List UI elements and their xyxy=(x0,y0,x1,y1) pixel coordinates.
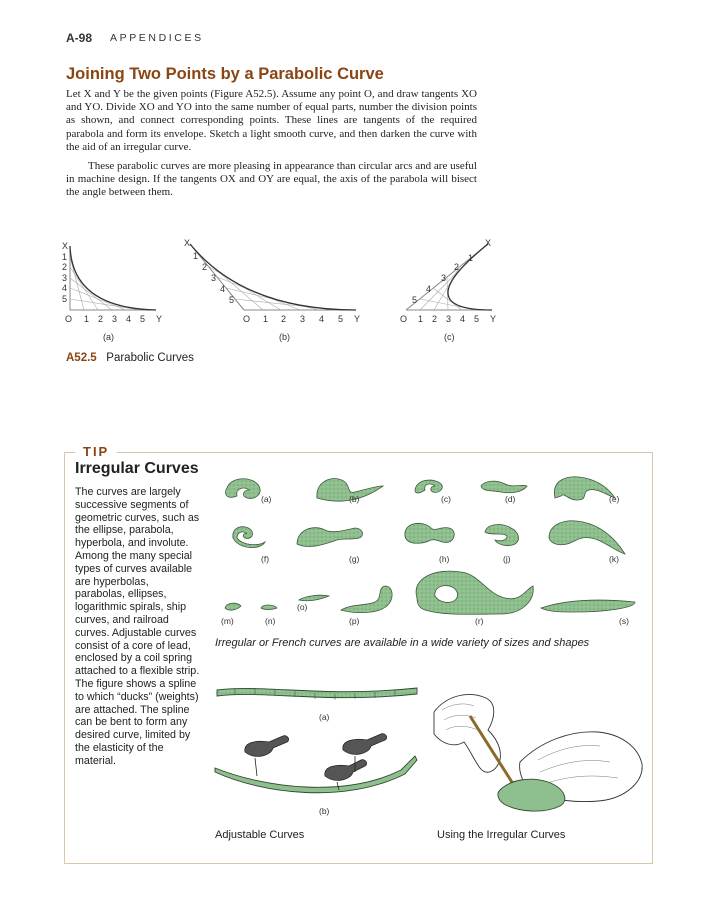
division-4: 4 xyxy=(126,314,132,324)
diagram-c xyxy=(400,238,496,342)
division-5: 5 xyxy=(140,314,146,324)
french-curve-k xyxy=(549,521,625,554)
division-3: 3 xyxy=(62,273,68,283)
french-curve-g xyxy=(297,528,362,547)
french-curve-p xyxy=(341,586,392,613)
curve-label-e: (e) xyxy=(609,494,620,504)
french-curves-illustration xyxy=(205,468,645,630)
diagram-b xyxy=(184,238,360,342)
curve-label-f: (f) xyxy=(261,554,270,564)
division-3: 3 xyxy=(446,314,452,324)
division-4: 4 xyxy=(319,314,325,324)
french-curve-d xyxy=(481,481,527,493)
label-y: Y xyxy=(156,314,163,324)
curve-label-k: (k) xyxy=(609,554,619,564)
using-irregular-curves-illustration xyxy=(430,672,646,822)
adjustable-label-a: (a) xyxy=(319,712,330,722)
tip-title: Irregular Curves xyxy=(75,460,199,477)
division-5: 5 xyxy=(412,295,418,305)
french-curve-j xyxy=(485,525,518,546)
french-curve-f xyxy=(233,527,265,548)
french-curve-e xyxy=(554,477,615,500)
division-3: 3 xyxy=(112,314,118,324)
curve-label-p: (p) xyxy=(349,616,360,626)
division-5: 5 xyxy=(229,295,235,305)
division-2: 2 xyxy=(62,262,68,272)
french-curve-a xyxy=(225,479,260,499)
duck-weight-1 xyxy=(245,736,289,757)
label-origin: O xyxy=(400,314,408,324)
label-origin: O xyxy=(243,314,251,324)
section-label: APPENDICES xyxy=(110,32,204,44)
division-1: 1 xyxy=(263,314,269,324)
division-1: 1 xyxy=(468,253,474,263)
division-1: 1 xyxy=(84,314,90,324)
figure-number: A52.5 xyxy=(66,352,97,364)
panel-label-b: (b) xyxy=(279,332,290,342)
division-4: 4 xyxy=(426,284,432,294)
division-3: 3 xyxy=(300,314,306,324)
curve-label-a: (a) xyxy=(261,494,272,504)
figure-caption-text: Parabolic Curves xyxy=(106,352,194,364)
label-y: Y xyxy=(354,314,361,324)
panel-label-a: (a) xyxy=(103,332,114,342)
division-2: 2 xyxy=(202,262,208,272)
division-5: 5 xyxy=(474,314,480,324)
french-curve-r xyxy=(416,571,533,614)
french-curve-s xyxy=(541,600,635,612)
paragraph-1: Let X and Y be the given points (Figure A52.5). Assume any point O, and draw tangents XO and YO. Divide XO and YO into the same number of equal parts, number the division points as shown, and connect corresponding points. These lines are tangents of the required parabola and form its envelope. Sketch a light smooth curve, and then darken the curve with the aid of an irregular curve. xyxy=(66,88,477,153)
label-x: X xyxy=(485,238,492,248)
curve-label-o: (o) xyxy=(297,602,308,612)
panel-label-c: (c) xyxy=(444,332,455,342)
curve-label-m: (m) xyxy=(221,616,234,626)
division-3: 3 xyxy=(211,273,217,283)
tip-label: TIP xyxy=(75,444,117,459)
duck-weight-2 xyxy=(343,734,387,755)
division-4: 4 xyxy=(460,314,466,324)
division-1: 1 xyxy=(62,252,68,262)
division-3: 3 xyxy=(441,273,447,283)
curve-label-g: (g) xyxy=(349,554,360,564)
using-curves-caption: Using the Irregular Curves xyxy=(437,829,566,841)
french-curve-m xyxy=(225,603,241,610)
division-1: 1 xyxy=(418,314,424,324)
adjustable-label-b: (b) xyxy=(319,806,330,816)
division-2: 2 xyxy=(281,314,287,324)
french-curve-h xyxy=(405,523,454,543)
curve-label-d: (d) xyxy=(505,494,516,504)
division-4: 4 xyxy=(62,283,68,293)
division-4: 4 xyxy=(220,284,226,294)
diagram-a xyxy=(62,241,162,342)
division-2: 2 xyxy=(454,262,460,272)
french-curve-c xyxy=(415,480,442,493)
curve-label-h: (h) xyxy=(439,554,450,564)
label-x: X xyxy=(184,238,191,248)
spline xyxy=(215,756,417,793)
division-2: 2 xyxy=(432,314,438,324)
label-x: X xyxy=(62,241,69,251)
french-curve-o xyxy=(299,595,329,601)
left-hand xyxy=(434,694,500,772)
duck-weight-3 xyxy=(325,760,367,781)
curve-label-r: (r) xyxy=(475,616,484,626)
curves-caption: Irregular or French curves are available in a wide variety of sizes and shapes xyxy=(215,637,590,649)
page-number: A-98 xyxy=(66,31,93,45)
label-y: Y xyxy=(490,314,497,324)
curve-label-s: (s) xyxy=(619,616,629,626)
figure-caption xyxy=(66,352,194,364)
adjustable-curves-illustration xyxy=(205,672,425,822)
section-heading: Joining Two Points by a Parabolic Curve xyxy=(66,65,384,83)
division-5: 5 xyxy=(338,314,344,324)
division-5: 5 xyxy=(62,294,68,304)
flexible-curve xyxy=(217,688,417,698)
adjustable-curves-caption: Adjustable Curves xyxy=(215,829,305,841)
label-origin: O xyxy=(65,314,73,324)
division-2: 2 xyxy=(98,314,104,324)
french-curve-n xyxy=(261,605,277,610)
curve-label-n: (n) xyxy=(265,616,276,626)
tip-body: The curves are largely successive segments of geometric curves, such as the ellipse, parabola, hyperbola, and involute. Among the many special types of curves available are hyperbolas, parabolas, ellipses, logarithmic spirals, ship curves, and railroad curves. Adjustable curves consist of a core of lead, enclosed by a coil spring attached to a flexible strip. The figure shows a spline to which “ducks” (weights) are attached. The spline can be bent to form any desired curve, limited by the elasticity of the material. xyxy=(75,486,200,767)
division-1: 1 xyxy=(193,251,199,261)
curve-label-b: (b) xyxy=(349,494,360,504)
parabolic-curves-figure xyxy=(58,236,528,348)
paragraph-2: These parabolic curves are more pleasing in appearance than circular arcs and are useful in machine design. If the tangents OX and OY are equal, the axis of the parabola will bisect the angle between them. xyxy=(66,160,477,199)
curve-label-j: (j) xyxy=(503,554,511,564)
curve-label-c: (c) xyxy=(441,494,451,504)
